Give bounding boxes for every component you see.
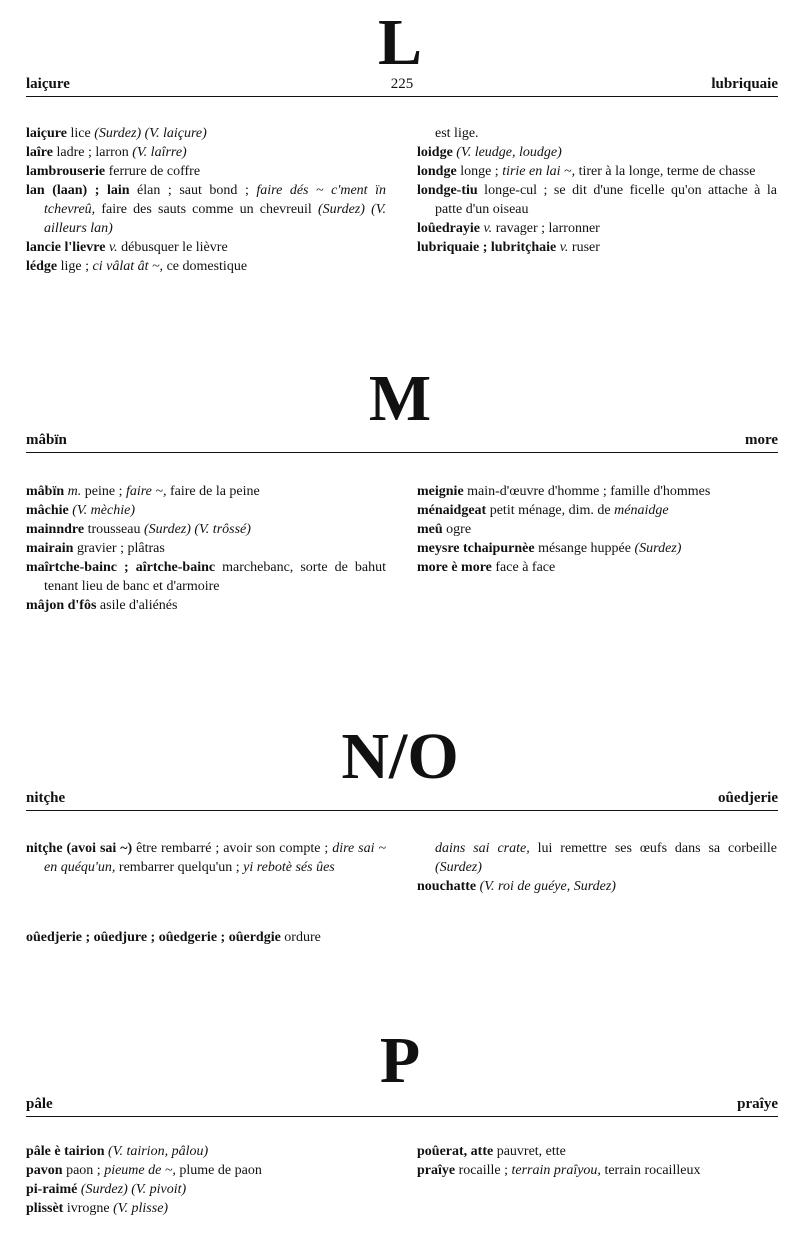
headword: lambrouserie bbox=[26, 164, 106, 179]
reference: ci vâlat ât ~, bbox=[92, 259, 164, 274]
headword: laiçure bbox=[26, 126, 67, 141]
header-right-m: more bbox=[744, 432, 778, 448]
headword: lan (laan) ; lain bbox=[26, 183, 130, 198]
dictionary-entry bbox=[417, 1161, 777, 1180]
page-number: 225 bbox=[390, 76, 414, 92]
definition: rocaille ; bbox=[455, 1163, 512, 1178]
reference: v. bbox=[108, 240, 118, 255]
headword: meignie bbox=[417, 484, 464, 499]
definition: terrain rocailleux bbox=[600, 1163, 701, 1178]
dictionary-entry bbox=[26, 501, 386, 520]
reference: (V. tairion, pâlou) bbox=[108, 1144, 209, 1159]
definition: lice bbox=[66, 126, 95, 141]
dictionary-entry bbox=[417, 539, 777, 558]
headword: londge-tiu bbox=[417, 183, 478, 198]
definition: gravier ; plâtras bbox=[73, 541, 165, 556]
definition: ferrure de coffre bbox=[105, 164, 201, 179]
reference: m. bbox=[67, 484, 82, 499]
dictionary-entry bbox=[26, 1180, 386, 1199]
reference: yi rebotè sés ûes bbox=[243, 860, 335, 875]
definition: asile d'aliénés bbox=[96, 598, 178, 613]
reference: (Surdez) (V. laiçure) bbox=[94, 126, 207, 141]
dictionary-entry bbox=[26, 482, 386, 501]
reference: (Surdez) bbox=[634, 541, 682, 556]
page-header-l bbox=[26, 72, 778, 97]
header-right-p: praîye bbox=[737, 1096, 778, 1112]
header-right-l: lubriquaie bbox=[711, 76, 778, 92]
reference: dire sai ~ en quéqu'un, bbox=[44, 841, 387, 875]
headword: lubriquaie ; lubritçhaie bbox=[417, 240, 557, 255]
continuation: est lige. bbox=[435, 126, 479, 141]
reference: (Surdez) (V. pivoit) bbox=[80, 1182, 187, 1197]
dictionary-entry bbox=[417, 520, 777, 539]
headword: pâle è tairion bbox=[26, 1144, 105, 1159]
headword: more è more bbox=[417, 560, 492, 575]
headword: loidge bbox=[417, 145, 453, 160]
dictionary-entry bbox=[26, 596, 386, 615]
reference: (Surdez) (V. ailleurs lan) bbox=[44, 202, 386, 236]
column-right-l bbox=[417, 124, 777, 257]
dictionary-entry bbox=[26, 181, 386, 238]
page-header-m bbox=[26, 428, 778, 453]
dictionary-entry bbox=[26, 539, 386, 558]
reference: (V. plisse) bbox=[113, 1201, 169, 1216]
header-left-l: laiçure bbox=[26, 76, 70, 92]
section-letter-m: M bbox=[368, 362, 432, 435]
definition: être rembarré ; avoir son compte ; bbox=[132, 841, 333, 856]
definition: ruser bbox=[568, 240, 600, 255]
reference: (Surdez) (V. trôssé) bbox=[143, 522, 251, 537]
reference: (Surdez) bbox=[435, 860, 482, 875]
dictionary-entry bbox=[26, 162, 386, 181]
definition: longe ; bbox=[456, 164, 503, 179]
definition: face à face bbox=[491, 560, 556, 575]
headword: meû bbox=[417, 522, 443, 537]
dictionary-entry bbox=[26, 1142, 386, 1161]
definition: plume de paon bbox=[175, 1163, 262, 1178]
headword: ménaidgeat bbox=[417, 503, 487, 518]
page-header-p bbox=[26, 1092, 778, 1117]
headword: mainndre bbox=[26, 522, 85, 537]
headword: mâbïn bbox=[26, 484, 65, 499]
column-left-no bbox=[26, 839, 386, 877]
dictionary-entry bbox=[26, 839, 386, 877]
headword: meysre tchaipurnèe bbox=[417, 541, 535, 556]
dictionary-entry bbox=[26, 257, 386, 276]
dictionary-entry bbox=[417, 124, 777, 143]
definition: élan ; saut bond ; bbox=[129, 183, 257, 198]
dictionary-entry bbox=[417, 143, 777, 162]
headword: nitçhe (avoi sai ~) bbox=[26, 841, 133, 856]
definition: marchebanc, sorte de bahut tenant lieu de banc et d'armoire bbox=[44, 560, 386, 594]
definition: faire des sauts comme un chevreuil bbox=[95, 202, 318, 217]
reference: tirie en lai ~, bbox=[502, 164, 576, 179]
headword: lédge bbox=[26, 259, 58, 274]
definition: mésange huppée bbox=[534, 541, 635, 556]
dictionary-entry bbox=[417, 558, 777, 577]
header-left-p: pâle bbox=[26, 1096, 53, 1112]
section-letter-no: N/O bbox=[341, 720, 459, 793]
dictionary-entry bbox=[26, 520, 386, 539]
headword: poûerat, atte bbox=[417, 1144, 494, 1159]
reference: pieume de ~, bbox=[104, 1163, 176, 1178]
reference: (V. leudge, loudge) bbox=[456, 145, 562, 160]
definition: ce domestique bbox=[163, 259, 248, 274]
headword: mâjon d'fôs bbox=[26, 598, 97, 613]
definition: peine ; bbox=[81, 484, 126, 499]
dictionary-entry bbox=[26, 124, 386, 143]
headword: plissèt bbox=[26, 1201, 64, 1216]
reference: ménaidge bbox=[614, 503, 669, 518]
continuation-italic: dains sai crate, bbox=[435, 841, 530, 856]
header-right-no: oûedjerie bbox=[718, 790, 778, 806]
header-left-m: mâbïn bbox=[26, 432, 67, 448]
dictionary-entry bbox=[417, 1142, 777, 1161]
definition: ladre ; larron bbox=[52, 145, 133, 160]
full-entry-oued bbox=[26, 928, 778, 947]
definition: ogre bbox=[442, 522, 472, 537]
dictionary-entry bbox=[417, 839, 777, 877]
definition: ivrogne bbox=[63, 1201, 114, 1216]
reference: v. bbox=[483, 221, 493, 236]
definition: faire de la peine bbox=[166, 484, 260, 499]
dictionary-entry bbox=[417, 181, 777, 219]
column-right-m bbox=[417, 482, 777, 577]
column-right-no bbox=[417, 839, 777, 896]
headword: praîye bbox=[417, 1163, 456, 1178]
dictionary-entry bbox=[417, 482, 777, 501]
definition: main-d'œuvre d'homme ; famille d'hommes bbox=[463, 484, 711, 499]
header-left-no: nitçhe bbox=[26, 790, 66, 806]
reference: (V. laîrre) bbox=[132, 145, 187, 160]
dictionary-entry bbox=[417, 162, 777, 181]
dictionary-entry bbox=[26, 1161, 386, 1180]
definition: débusquer le lièvre bbox=[117, 240, 228, 255]
dictionary-entry bbox=[26, 558, 386, 596]
headword: londge bbox=[417, 164, 457, 179]
section-letter-p: P bbox=[379, 1024, 421, 1097]
column-left-m bbox=[26, 482, 386, 615]
headword: oûedjerie ; oûedjure ; oûedgerie ; oûerdgie bbox=[26, 930, 281, 945]
dictionary-entry bbox=[417, 501, 777, 520]
definition: petit ménage, dim. de bbox=[486, 503, 615, 518]
definition: ravager ; larronner bbox=[492, 221, 600, 236]
headword: mairain bbox=[26, 541, 74, 556]
headword: pi-raimé bbox=[26, 1182, 78, 1197]
section-letter-l: L bbox=[377, 6, 423, 79]
dictionary-entry bbox=[26, 238, 386, 257]
column-left-l bbox=[26, 124, 386, 276]
dictionary-entry bbox=[26, 143, 386, 162]
headword: mâchie bbox=[26, 503, 69, 518]
reference: faire dés ~ c'ment ïn tchevreû, bbox=[44, 183, 386, 217]
reference: (V. roi de guéye, Surdez) bbox=[479, 879, 616, 894]
dictionary-entry bbox=[417, 877, 777, 896]
definition: tirer à la longe, terme de chasse bbox=[575, 164, 756, 179]
reference: v. bbox=[559, 240, 569, 255]
definition: lige ; bbox=[57, 259, 93, 274]
definition: longe-cul ; se dit d'une ficelle qu'on attache à la patte d'un oiseau bbox=[435, 183, 777, 217]
definition: trousseau bbox=[84, 522, 144, 537]
reference: terrain praîyou, bbox=[511, 1163, 601, 1178]
definition: pauvret, ette bbox=[493, 1144, 566, 1159]
dictionary-entry bbox=[417, 219, 777, 238]
reference: faire ~, bbox=[125, 484, 167, 499]
column-left-p bbox=[26, 1142, 386, 1218]
reference: (V. mèchie) bbox=[72, 503, 135, 518]
page-header-no bbox=[26, 786, 778, 811]
headword: lancie l'lievre bbox=[26, 240, 106, 255]
headword: maîrtche-bainc ; aîrtche-bainc bbox=[26, 560, 216, 575]
definition: paon ; bbox=[62, 1163, 105, 1178]
definition: rembarrer quelqu'un ; bbox=[115, 860, 244, 875]
headword: nouchatte bbox=[417, 879, 477, 894]
column-right-p bbox=[417, 1142, 777, 1180]
continuation: lui remettre ses œufs dans sa corbeille bbox=[529, 841, 777, 856]
headword: loûedrayie bbox=[417, 221, 480, 236]
definition: ordure bbox=[280, 930, 321, 945]
headword: pavon bbox=[26, 1163, 63, 1178]
headword: laîre bbox=[26, 145, 53, 160]
dictionary-entry bbox=[26, 1199, 386, 1218]
dictionary-entry bbox=[417, 238, 777, 257]
